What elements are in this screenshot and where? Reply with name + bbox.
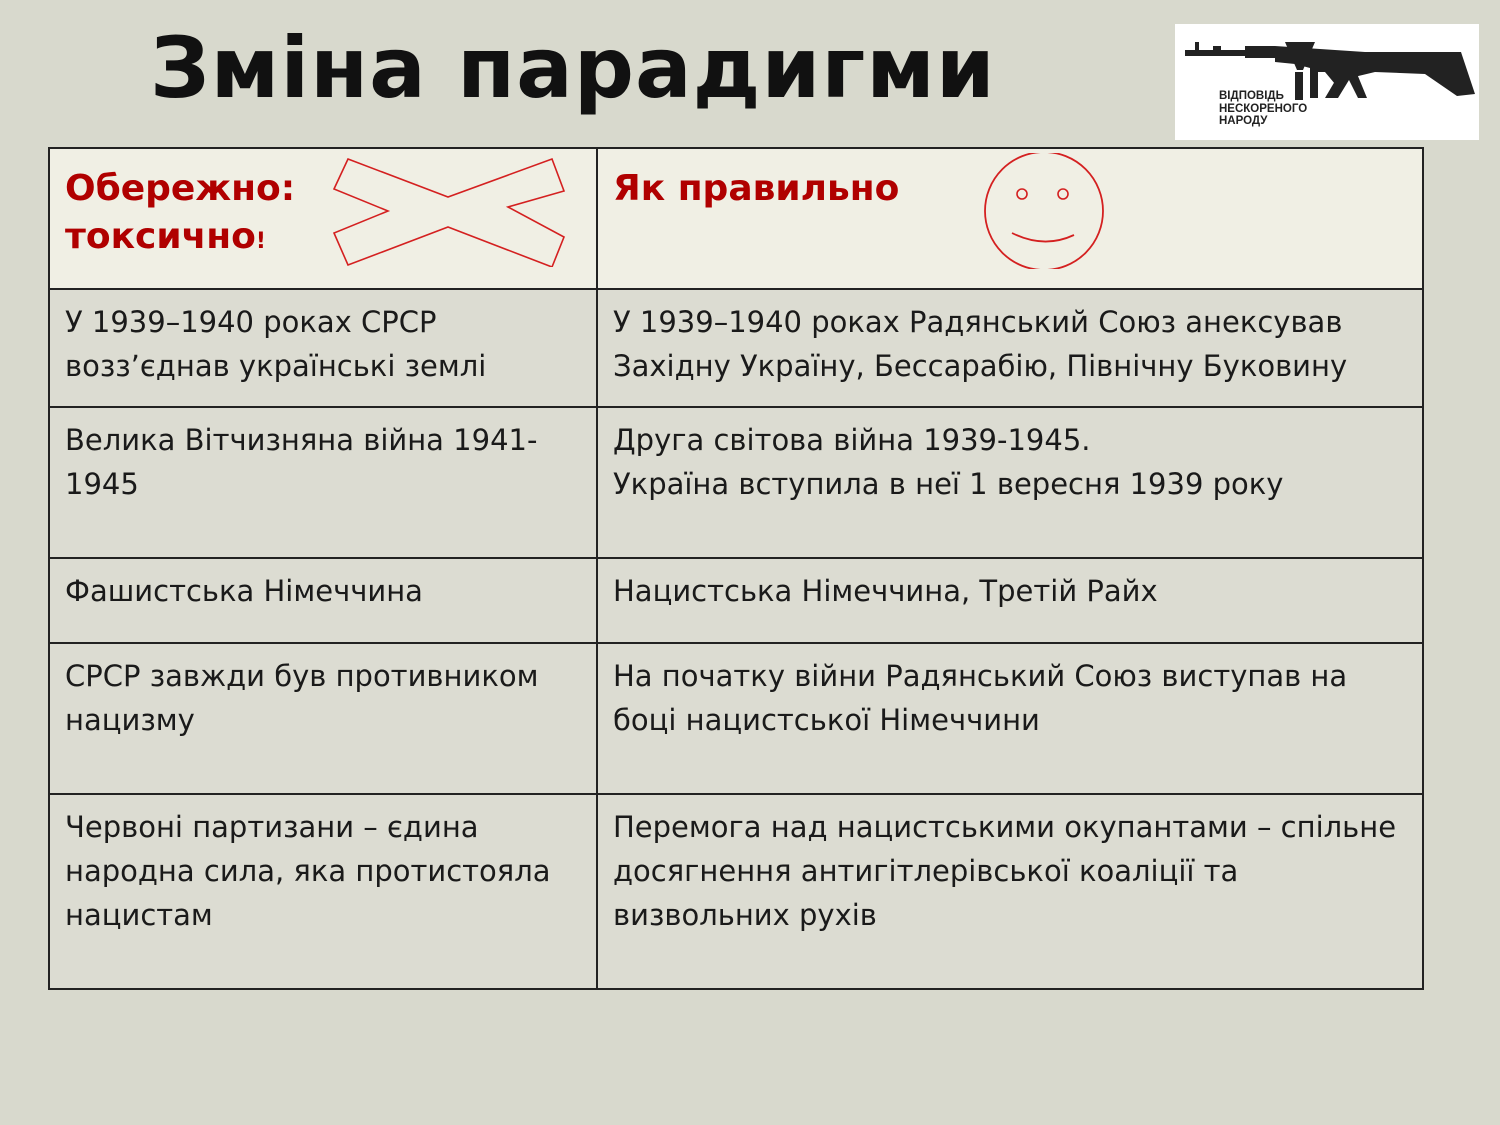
cell-right: Нацистська Німеччина, Третій Райх	[597, 558, 1423, 643]
header-right	[597, 148, 1423, 289]
cell-right	[597, 407, 1423, 558]
cell-right: У 1939–1940 роках Радянський Союз анексував Західну Україну, Бессарабію, Північну Буковину	[597, 289, 1423, 407]
slide-title: Зміна парадигми	[150, 19, 996, 117]
paradigm-table	[48, 147, 1424, 990]
logo-caption: ВІДПОВІДЬ НЕСКОРЕНОГО НАРОДУ	[1219, 90, 1308, 127]
cell-wrong: СРСР завжди був противником нацизму	[49, 643, 597, 794]
table-header-row	[49, 148, 1423, 289]
header-wrong	[49, 148, 597, 289]
table-row	[49, 407, 1423, 558]
header-wrong-mark: !	[255, 229, 266, 254]
cell-right-line2: Україна вступила в неї 1 вересня 1939 року	[613, 467, 1284, 501]
table-row	[49, 794, 1423, 989]
cell-wrong: У 1939–1940 роках СРСР возз’єднав українські землі	[49, 289, 597, 407]
table-row	[49, 558, 1423, 643]
cell-right: Перемога над нацистськими окупантами – спільне досягнення антигітлерівської коаліції та визвольних рухів	[597, 794, 1423, 989]
upa-logo	[1175, 24, 1479, 140]
table-row	[49, 289, 1423, 407]
cell-right: На початку війни Радянський Союз виступав на боці нацистської Німеччини	[597, 643, 1423, 794]
cell-wrong: Велика Вітчизняна війна 1941-1945	[49, 407, 597, 558]
table-row	[49, 643, 1423, 794]
header-wrong-line2: токсично	[65, 216, 256, 257]
cell-wrong: Фашистська Німеччина	[49, 558, 597, 643]
header-wrong-line1: Обережно:	[65, 168, 296, 209]
cell-wrong: Червоні партизани – єдина народна сила, яка протистояла нацистам	[49, 794, 597, 989]
header-right-label: Як правильно	[613, 168, 900, 209]
cell-right-line1: Друга світова війна 1939-1945.	[613, 423, 1091, 457]
